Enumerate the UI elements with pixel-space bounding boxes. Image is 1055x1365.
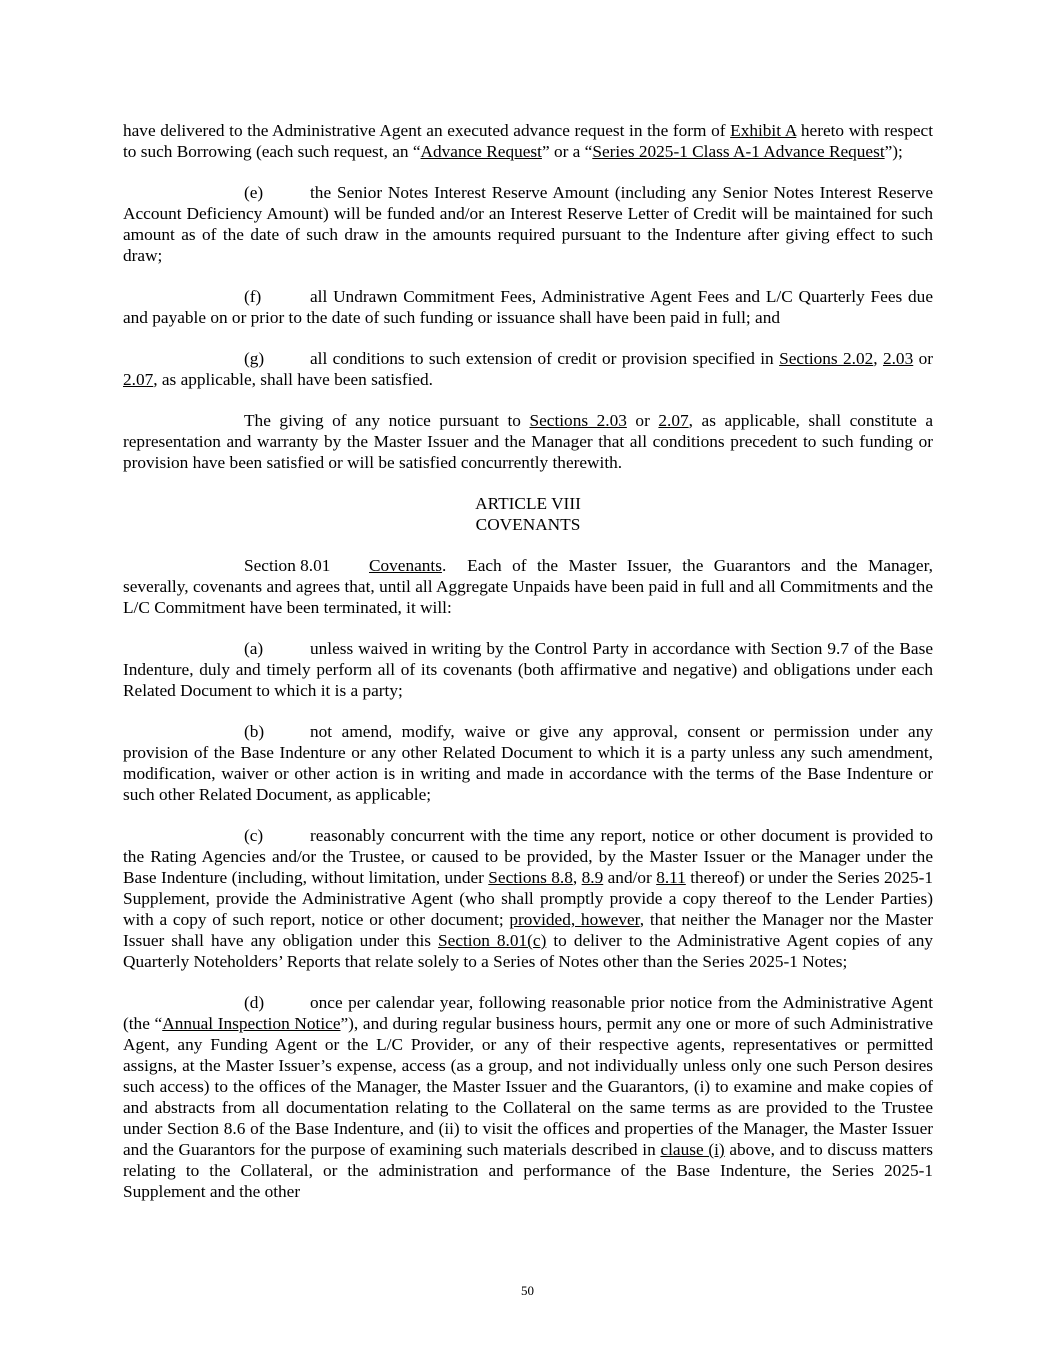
- paragraph-label: (f): [244, 287, 262, 306]
- underlined-term: Sections 2.02: [779, 349, 874, 368]
- paragraph-clause-d: [123, 992, 933, 1202]
- text-run: ”);: [884, 142, 903, 161]
- paragraph-label: (a): [244, 639, 264, 658]
- text-run: ”), and during regular business hours, permit any one or more of such Administrative Agent, any Funding Agent or the L/C Provider, or any of their respective agents, representatives or permitted assigns, at the Master Issuer’s expense, access (as a group, and not individually unless only one such Person desires such access) to the offices of the Manager, the Master Issuer and the Guarantors, (i) to examine and make copies of and abstracts from all documentation relating to the Collateral on the same terms as are provided to the Trustee under Section 8.6 of the Base Indenture, and (ii) to visit the offices and properties of the Manager, the Master Issuer and the Guarantors for the purpose of examining such materials described in: [123, 1014, 933, 1159]
- underlined-term: Section 8.01(c): [438, 931, 547, 950]
- text-run: to deliver to the Administrative Agent copies of any Quarterly Noteholders’ Reports that relate solely to a Series of Notes other than the Series 2025-1 Notes;: [123, 931, 933, 971]
- text-run: ,: [572, 868, 582, 887]
- text-run: and/or: [603, 868, 657, 887]
- document-body: [123, 120, 933, 1202]
- underlined-term: Annual Inspection Notice: [162, 1014, 341, 1033]
- article-number: ARTICLE VIII: [475, 494, 581, 513]
- paragraph-advance-request-continuation: [123, 120, 933, 162]
- underlined-term: clause (i): [660, 1140, 725, 1159]
- text-run: unless waived in writing by the Control Party in accordance with Section 9.7 of the Base Indenture, duly and timely perform all of its covenants (both affirmative and negative) and obligations under each Related Document to which it is a party;: [123, 639, 933, 700]
- underlined-term: Exhibit A: [730, 121, 797, 140]
- text-run: , as applicable, shall have been satisfied.: [153, 370, 434, 389]
- text-run: have delivered to the Administrative Agent an executed advance request in the form of: [123, 121, 731, 140]
- paragraph-label: (b): [244, 722, 265, 741]
- paragraph-clause-c: [123, 825, 933, 972]
- text-run: once per calendar year, following reasonable prior notice from the Administrative Agent (the “: [123, 993, 933, 1033]
- text-run: reasonably concurrent with the time any report, notice or other document is provided to the Rating Agencies and/or the Trustee, or caused to be provided, by the Master Issuer or the Manager under the Base Indenture (including, without limitation, under: [123, 826, 933, 887]
- underlined-term: Sections 2.03: [529, 411, 627, 430]
- underlined-term: provided, however: [509, 910, 640, 929]
- text-run: , that neither the Manager nor the Master Issuer shall have any obligation under this: [123, 910, 933, 950]
- text-run: The giving of any notice pursuant to: [244, 411, 530, 430]
- underlined-term: 2.07: [123, 370, 154, 389]
- page-number: 50: [521, 1283, 534, 1298]
- paragraph-clause-b: [123, 721, 933, 805]
- text-run: hereto with respect to such Borrowing (each such request, an “: [123, 121, 933, 161]
- text-run: ” or a “: [541, 142, 593, 161]
- text-run: ,: [873, 349, 883, 368]
- paragraph-section-801: [123, 555, 933, 618]
- article-title: COVENANTS: [475, 515, 581, 534]
- underlined-term: Advance Request: [420, 142, 542, 161]
- paragraph-clause-a: [123, 638, 933, 701]
- paragraph-label: (g): [244, 349, 265, 368]
- text-run: the Senior Notes Interest Reserve Amount (including any Senior Notes Interest Reserve Account Deficiency Amount) will be funded and/or an Interest Reserve Letter of Credit will be maintained for such amount as of the date of such draw in the amounts required pursuant to the Indenture after giving effect to such draw;: [123, 183, 933, 265]
- paragraph-label: (c): [244, 826, 264, 845]
- paragraph-clause-g: [123, 348, 933, 390]
- text-run: . Each of the Master Issuer, the Guarantors and the Manager, severally, covenants and agrees that, until all Aggregate Unpaids have been paid in full and all Commitments and the L/C Commitment have been terminated, it will:: [123, 556, 933, 617]
- text-run: thereof) or under the Series 2025-1 Supplement, provide the Administrative Agent (who shall promptly provide a copy thereof to the Lender Parties) with a copy of such report, notice or other document;: [123, 868, 933, 929]
- paragraph-notice: [123, 410, 933, 473]
- text-run: above, and to discuss matters relating to the Collateral, or the administration and performance of the Base Indenture, the Series 2025-1 Supplement and the other: [123, 1140, 934, 1201]
- text-run: , as applicable, shall constitute a representation and warranty by the Master Issuer and the Manager that all conditions precedent to such funding or provision have been satisfied or will be satisfied concurrently therewith.: [123, 411, 934, 472]
- paragraph-label: (e): [244, 183, 264, 202]
- paragraph-label: Section 8.01: [244, 556, 331, 575]
- paragraph-label: (d): [244, 993, 265, 1012]
- underlined-term: Sections 8.8: [488, 868, 573, 887]
- text-run: or: [626, 411, 659, 430]
- paragraph-clause-e: [123, 182, 933, 266]
- underlined-term: 8.9: [581, 868, 604, 887]
- underlined-term: Covenants: [369, 556, 442, 575]
- text-run: all conditions to such extension of credit or provision specified in: [310, 349, 780, 368]
- underlined-term: Series 2025-1 Class A-1 Advance Request: [592, 142, 885, 161]
- text-run: all Undrawn Commitment Fees, Administrative Agent Fees and L/C Quarterly Fees due and payable on or prior to the date of such funding or issuance shall have been paid in full; and: [123, 287, 933, 327]
- underlined-term: 8.11: [656, 868, 686, 887]
- text-run: or: [913, 349, 933, 368]
- article-heading: [123, 493, 933, 535]
- underlined-term: 2.03: [882, 349, 914, 368]
- text-run: not amend, modify, waive or give any approval, consent or permission under any provision of the Base Indenture or any other Related Document to which it is a party unless any such amendment, modification, waiver or other action is in writing and made in accordance with the terms of the Base Indenture or such other Related Document, as applicable;: [123, 722, 933, 804]
- underlined-term: 2.07: [658, 411, 689, 430]
- paragraph-clause-f: [123, 286, 933, 328]
